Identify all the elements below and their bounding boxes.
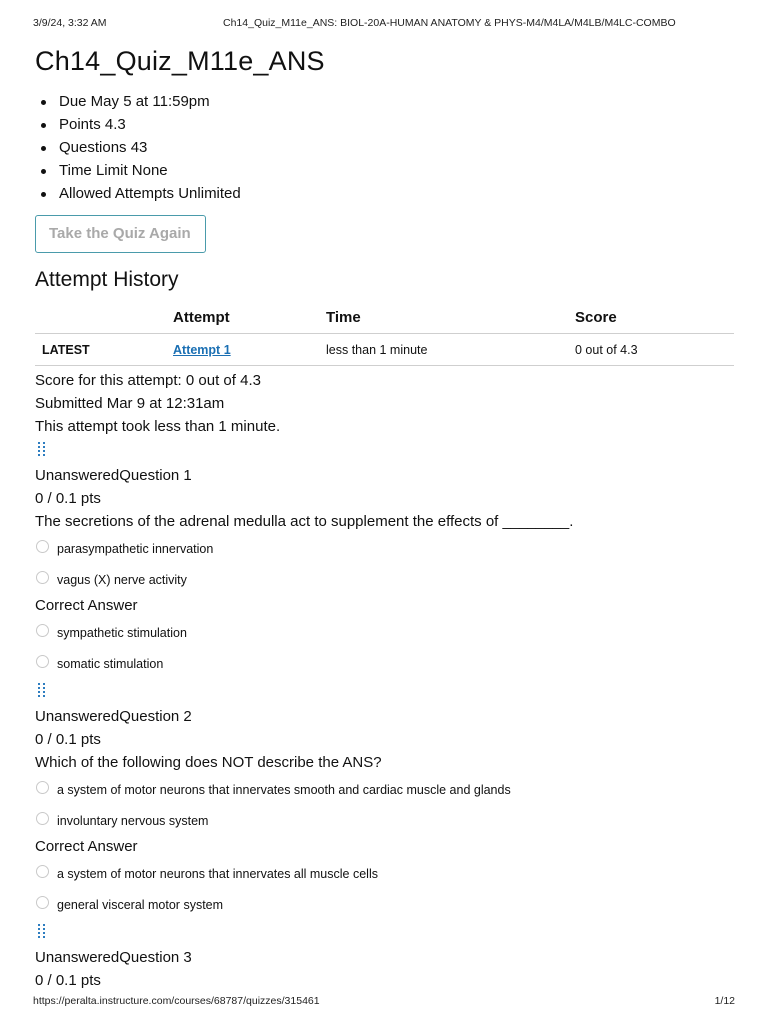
radio-button[interactable] xyxy=(36,781,49,794)
question-points: 0 / 0.1 pts xyxy=(35,490,101,507)
print-datetime: 3/9/24, 3:32 AM xyxy=(33,17,107,29)
question-2 xyxy=(35,679,735,920)
quiz-details-list xyxy=(35,90,735,205)
correct-answer-label: Correct Answer xyxy=(35,838,138,855)
col-header-tag xyxy=(35,303,173,334)
radio-button[interactable] xyxy=(36,896,49,909)
answer-label: involuntary nervous system xyxy=(57,813,209,828)
score-text: Score for this attempt: 0 out of 4.3 xyxy=(35,372,261,389)
answer-label: a system of motor neurons that innervates all muscle cells xyxy=(57,866,378,881)
answer-label: somatic stimulation xyxy=(57,656,164,671)
answer-label: general visceral motor system xyxy=(57,897,224,912)
answer-label: sympathetic stimulation xyxy=(57,625,187,640)
answer-option xyxy=(35,774,735,805)
detail-due: Due May 5 at 11:59pm xyxy=(35,90,735,113)
quiz-page xyxy=(35,44,735,992)
attempt-history-heading: Attempt History xyxy=(35,268,179,291)
dots-icon xyxy=(38,683,46,698)
answer-option xyxy=(35,564,735,595)
radio-button[interactable] xyxy=(36,540,49,553)
dots-icon xyxy=(38,924,46,939)
page-title: Ch14_Quiz_M11e_ANS xyxy=(35,46,325,76)
answer-label: a system of motor neurons that innervates smooth and cardiac muscle and glands xyxy=(57,782,511,797)
duration-text: This attempt took less than 1 minute. xyxy=(35,418,281,435)
attempt-score: 0 out of 4.3 xyxy=(575,334,734,366)
answer-option xyxy=(35,533,735,564)
question-1 xyxy=(35,438,735,679)
detail-questions: Questions 43 xyxy=(35,136,735,159)
attempt-history-table xyxy=(35,303,734,366)
radio-button[interactable] xyxy=(36,865,49,878)
take-quiz-again-button[interactable]: Take the Quiz Again xyxy=(35,215,206,253)
dots-icon xyxy=(38,442,46,457)
answer-option xyxy=(35,617,735,648)
question-title: UnansweredQuestion 3 xyxy=(35,949,192,966)
table-header-row xyxy=(35,303,734,334)
latest-tag: LATEST xyxy=(35,334,173,366)
question-3 xyxy=(35,920,735,992)
question-text: Which of the following does NOT describe the ANS? xyxy=(35,754,382,771)
question-title: UnansweredQuestion 2 xyxy=(35,708,192,725)
detail-time-limit: Time Limit None xyxy=(35,159,735,182)
answer-option xyxy=(35,805,735,836)
attempt-1-link[interactable]: Attempt 1 xyxy=(173,343,231,357)
detail-points: Points 4.3 xyxy=(35,113,735,136)
question-points: 0 / 0.1 pts xyxy=(35,972,101,989)
col-header-score: Score xyxy=(575,303,734,334)
table-row xyxy=(35,334,734,366)
radio-button[interactable] xyxy=(36,571,49,584)
col-header-attempt: Attempt xyxy=(173,303,326,334)
print-url: https://peralta.instructure.com/courses/68787/quizzes/315461 xyxy=(33,995,320,1007)
question-text: The secretions of the adrenal medulla act to supplement the effects of ________. xyxy=(35,513,574,530)
correct-answer-label: Correct Answer xyxy=(35,597,138,614)
col-header-time: Time xyxy=(326,303,575,334)
answer-label: vagus (X) nerve activity xyxy=(57,572,187,587)
detail-attempts: Allowed Attempts Unlimited xyxy=(35,182,735,205)
submitted-text: Submitted Mar 9 at 12:31am xyxy=(35,395,225,412)
print-doc-title: Ch14_Quiz_M11e_ANS: BIOL-20A-HUMAN ANATOMY & PHYS-M4/M4LA/M4LB/M4LC-COMBO xyxy=(223,17,676,29)
answer-option xyxy=(35,858,735,889)
radio-button[interactable] xyxy=(36,812,49,825)
answer-option xyxy=(35,648,735,679)
question-title: UnansweredQuestion 1 xyxy=(35,467,192,484)
attempt-time: less than 1 minute xyxy=(326,334,575,366)
question-points: 0 / 0.1 pts xyxy=(35,731,101,748)
page-number: 1/12 xyxy=(714,995,735,1007)
answer-option xyxy=(35,889,735,920)
radio-button[interactable] xyxy=(36,624,49,637)
answer-label: parasympathetic innervation xyxy=(57,541,214,556)
attempt-summary xyxy=(35,369,735,438)
radio-button[interactable] xyxy=(36,655,49,668)
